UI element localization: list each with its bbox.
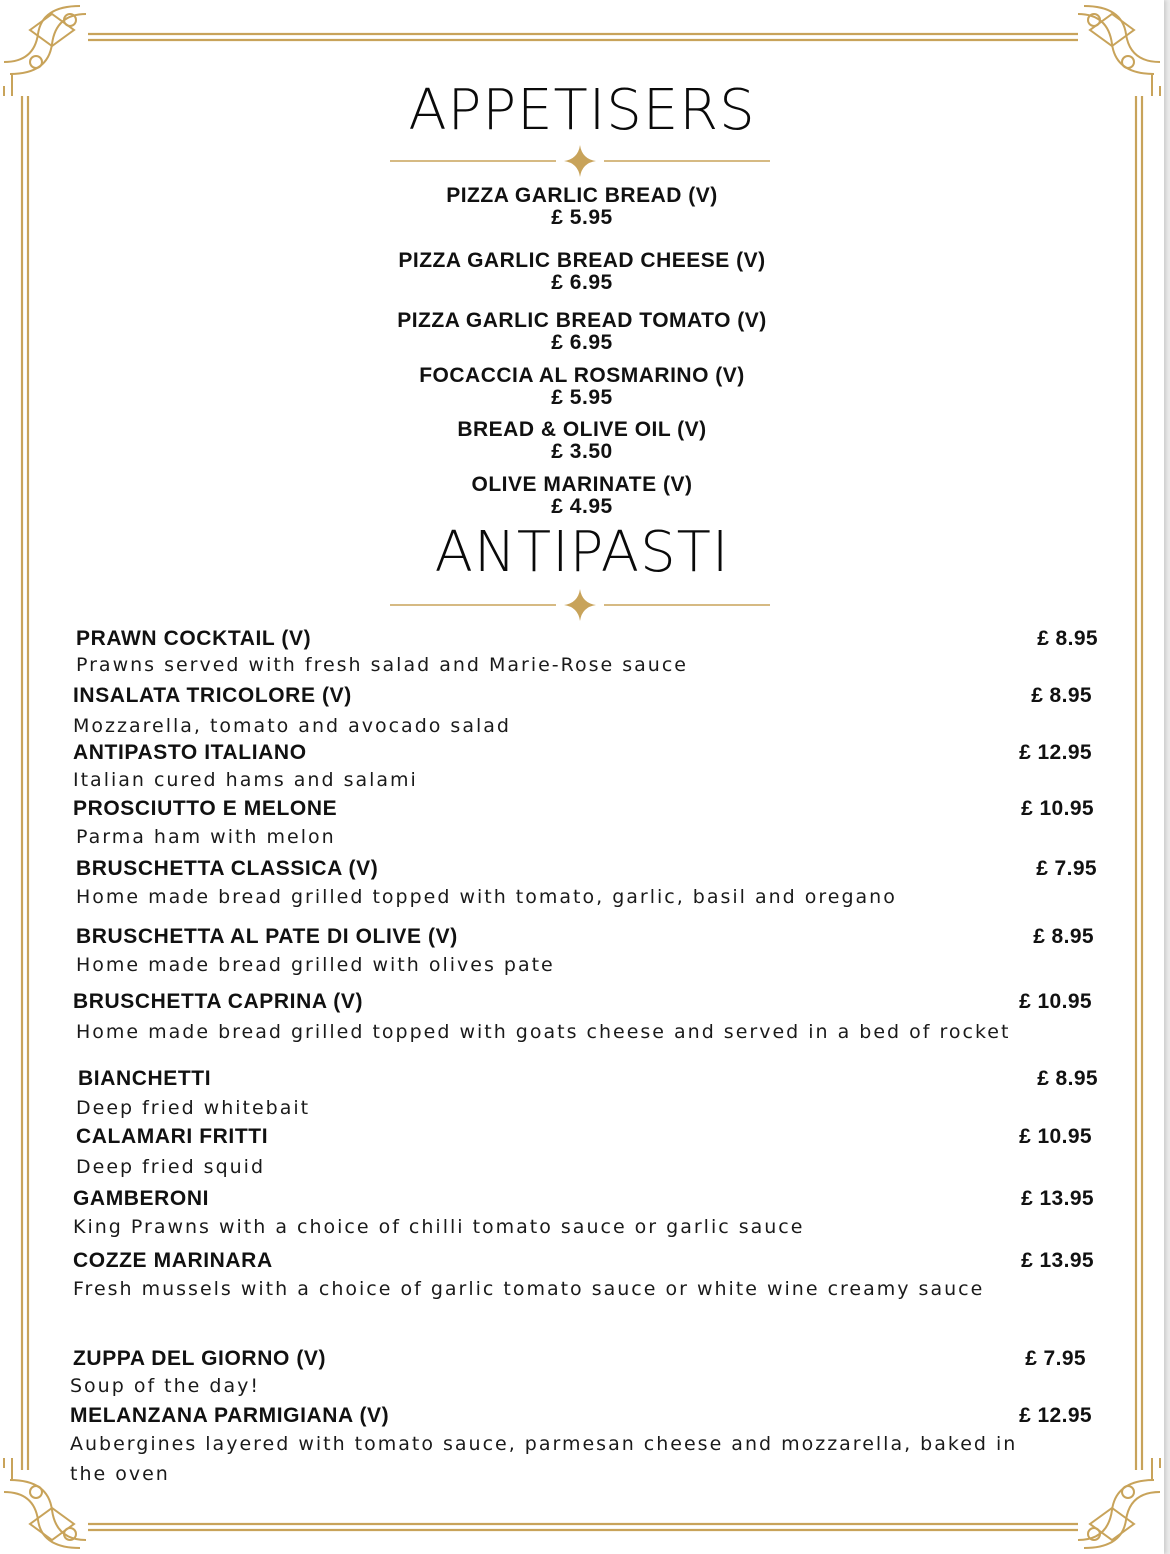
dish-price: £ 13.95 (1021, 1249, 1094, 1272)
dish-name: COZZE MARINARA (73, 1249, 273, 1272)
dish-name: PRAWN COCKTAIL (V) (76, 627, 312, 650)
dish-description: Home made bread grilled with olives pate (76, 954, 555, 976)
dish-description: Home made bread grilled topped with goats cheese and served in a bed of rocket (76, 1021, 1011, 1043)
appetiser-name: PIZZA GARLIC BREAD (V) (446, 184, 718, 207)
star-divider-icon (390, 143, 770, 179)
appetiser-item (0, 419, 1164, 463)
dish-description: Soup of the day! (70, 1375, 260, 1397)
dish-price: £ 12.95 (1019, 741, 1092, 764)
appetiser-item (0, 250, 1164, 294)
dish-name: ANTIPASTO ITALIANO (73, 741, 307, 764)
dish-description: Parma ham with melon (76, 826, 336, 848)
appetiser-name: PIZZA GARLIC BREAD TOMATO (V) (397, 309, 767, 332)
appetiser-name: OLIVE MARINATE (V) (471, 473, 693, 496)
dish-description: Home made bread grilled topped with tomato, garlic, basil and oregano (76, 886, 897, 908)
appetiser-price: £ 6.95 (551, 331, 613, 354)
dish-price: £ 8.95 (1037, 1067, 1098, 1090)
star-divider-icon (390, 587, 770, 623)
dish-name: PROSCIUTTO E MELONE (73, 797, 338, 820)
dish-price: £ 13.95 (1021, 1187, 1094, 1210)
appetiser-name: FOCACCIA AL ROSMARINO (V) (419, 364, 745, 387)
dish-price: £ 10.95 (1021, 797, 1094, 820)
dish-name: ZUPPA DEL GIORNO (V) (73, 1347, 327, 1370)
dish-name: BRUSCHETTA CLASSICA (V) (76, 857, 379, 880)
dish-price: £ 12.95 (1019, 1404, 1092, 1427)
dish-description: Fresh mussels with a choice of garlic tomato sauce or white wine creamy sauce (73, 1278, 985, 1300)
appetiser-price: £ 4.95 (551, 495, 613, 518)
dish-price: £ 8.95 (1033, 925, 1094, 948)
appetiser-name: PIZZA GARLIC BREAD CHEESE (V) (398, 249, 766, 272)
dish-name: INSALATA TRICOLORE (V) (73, 684, 352, 707)
dish-description: Italian cured hams and salami (73, 769, 418, 791)
appetiser-price: £ 6.95 (551, 271, 613, 294)
dish-name: BRUSCHETTA CAPRINA (V) (73, 990, 364, 1013)
dish-price: £ 10.95 (1019, 1125, 1092, 1148)
dish-name: BIANCHETTI (78, 1067, 212, 1090)
dish-description: Mozzarella, tomato and avocado salad (73, 715, 511, 737)
dish-description: King Prawns with a choice of chilli tomato sauce or garlic sauce (73, 1216, 805, 1238)
dish-description: Aubergines layered with tomato sauce, parmesan cheese and mozzarella, baked in the oven (70, 1433, 1018, 1485)
antipasti-heading: ANTIPASTI (434, 520, 730, 585)
appetiser-item (0, 474, 1164, 518)
dish-description: Prawns served with fresh salad and Marie-Rose sauce (76, 654, 688, 676)
dish-price: £ 8.95 (1037, 627, 1098, 650)
dish-name: BRUSCHETTA AL PATE DI OLIVE (V) (76, 925, 458, 948)
appetisers-heading: APPETISERS (408, 78, 756, 143)
appetiser-item (0, 365, 1164, 409)
dish-price: £ 8.95 (1031, 684, 1092, 707)
appetiser-price: £ 3.50 (551, 440, 613, 463)
appetiser-name: BREAD & OLIVE OIL (V) (457, 418, 707, 441)
appetiser-item (0, 310, 1164, 354)
dish-description: Deep fried squid (76, 1156, 266, 1178)
dish-name: CALAMARI FRITTI (76, 1125, 269, 1148)
dish-name: MELANZANA PARMIGIANA (V) (70, 1404, 390, 1427)
appetiser-item (0, 185, 1164, 229)
dish-price: £ 10.95 (1019, 990, 1092, 1013)
appetiser-price: £ 5.95 (551, 206, 613, 229)
dish-name: GAMBERONI (73, 1187, 210, 1210)
dish-price: £ 7.95 (1025, 1347, 1086, 1370)
appetiser-price: £ 5.95 (551, 386, 613, 409)
dish-price: £ 7.95 (1036, 857, 1097, 880)
dish-description: Deep fried whitebait (76, 1097, 311, 1119)
